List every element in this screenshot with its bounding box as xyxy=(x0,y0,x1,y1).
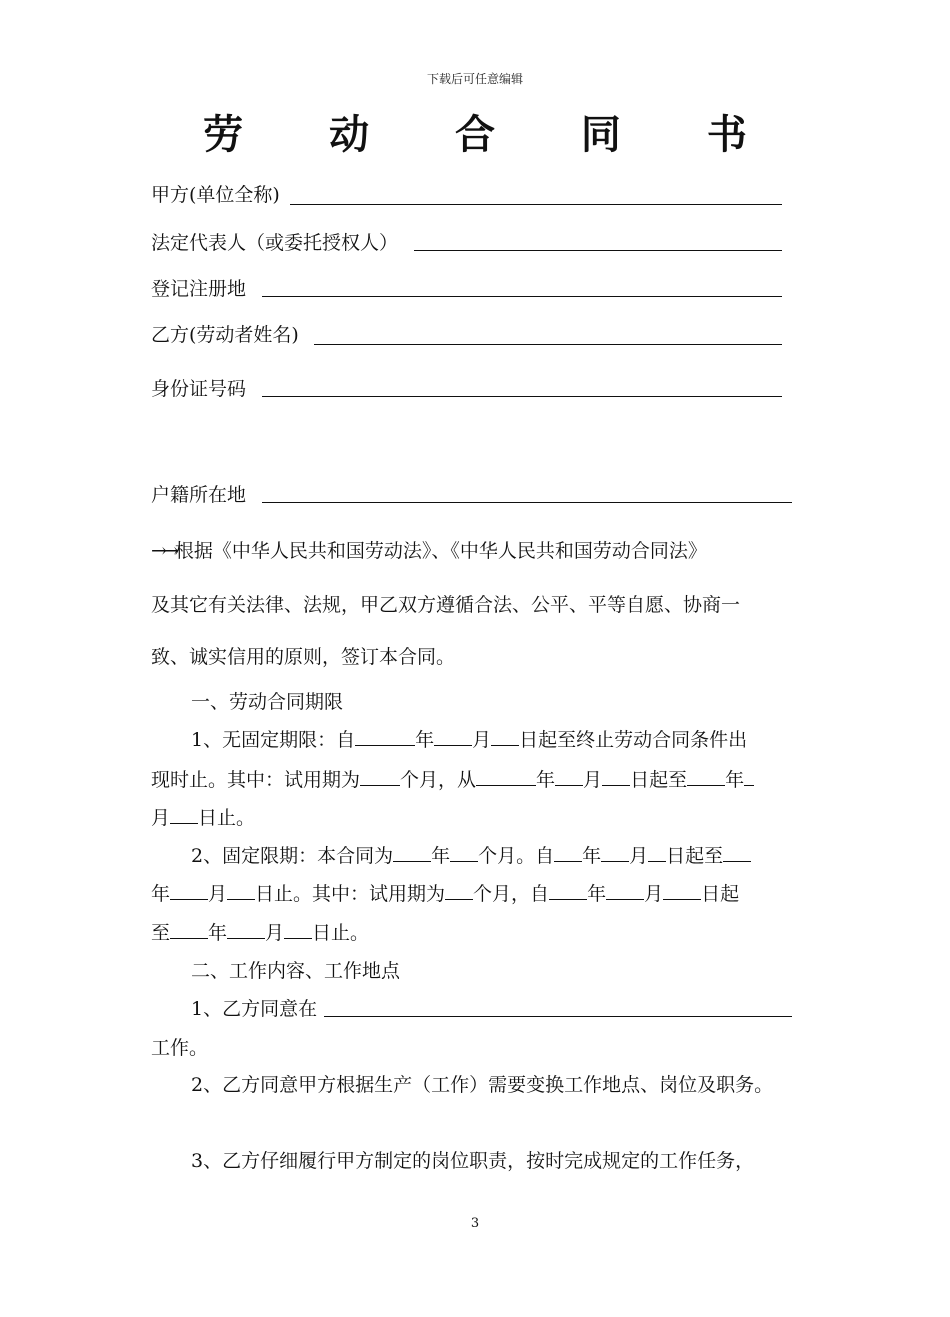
s1-item2-line2: 年 月 日止。其中：试用期为 个月，自 年 月 日起 xyxy=(151,883,740,905)
s1-item1-line2: 现时止。其中：试用期为 个月，从 年 月 日起至 年 xyxy=(151,767,754,793)
blank-day[interactable] xyxy=(648,843,666,862)
blank-day[interactable] xyxy=(602,767,630,786)
field-blank-hukou[interactable] xyxy=(262,502,792,503)
intro-paragraph-line-1 xyxy=(151,538,707,564)
blank-month[interactable] xyxy=(606,881,644,900)
blank-month[interactable] xyxy=(434,727,472,746)
field-label-legal-rep: 法定代表人（或委托授权人） xyxy=(151,232,399,254)
blank-day[interactable] xyxy=(170,805,198,824)
blank-month[interactable] xyxy=(601,843,629,862)
field-blank-work-location[interactable] xyxy=(324,1016,792,1017)
blank-month[interactable] xyxy=(227,920,265,939)
blank-years[interactable] xyxy=(393,843,431,862)
field-blank-reg-address[interactable] xyxy=(262,296,782,297)
blank-day[interactable] xyxy=(284,920,312,939)
field-label-party-a: 甲方(单位全称) xyxy=(151,184,280,206)
blank-day[interactable] xyxy=(663,881,701,900)
s2-item1-line2: 工作。 xyxy=(151,1037,209,1059)
page-header-note: 下载后可任意编辑 xyxy=(426,72,523,86)
blank-day[interactable] xyxy=(491,727,519,746)
document-title: 劳 动 合 同 书 xyxy=(203,112,783,158)
field-blank-party-b[interactable] xyxy=(314,344,782,345)
blank-probation-months[interactable] xyxy=(445,881,473,900)
blank-day[interactable] xyxy=(227,881,255,900)
field-blank-legal-rep[interactable] xyxy=(414,250,782,251)
blank-year[interactable] xyxy=(687,767,725,786)
field-label-id-number: 身份证号码 xyxy=(151,378,247,400)
blank-year[interactable] xyxy=(554,843,582,862)
s1-item2-line1: 2、固定限期：本合同为 年 个月。自 年 月 日起至 xyxy=(191,843,751,869)
field-label-reg-address: 登记注册地 xyxy=(151,278,247,300)
s1-item1-line3: 月 日止。 xyxy=(151,807,256,829)
blank-month[interactable] xyxy=(170,881,208,900)
section-2-heading: 二、工作内容、工作地点 xyxy=(191,960,401,982)
s2-item2: 2、乙方同意甲方根据生产（工作）需要变换工作地点、岗位及职务。 xyxy=(191,1074,774,1096)
s1-item2-line3: 至 年 月 日止。 xyxy=(151,922,370,944)
blank-year[interactable] xyxy=(355,727,415,746)
field-label-party-b: 乙方(劳动者姓名) xyxy=(151,324,299,346)
blank-probation-months[interactable] xyxy=(360,767,400,786)
blank-months[interactable] xyxy=(450,843,478,862)
intro-paragraph-line-3: 致、诚实信用的原则，签订本合同。 xyxy=(151,646,456,668)
arrow-icon: →→ xyxy=(151,540,175,562)
section-1-heading: 一、劳动合同期限 xyxy=(191,691,344,713)
blank-year[interactable] xyxy=(723,843,751,862)
blank-year[interactable] xyxy=(476,767,536,786)
intro-paragraph-line-2: 及其它有关法律、法规，甲乙双方遵循合法、公平、平等自愿、协商一 xyxy=(151,594,741,616)
blank-month[interactable] xyxy=(744,767,754,786)
s2-item1-line1: 1、乙方同意在 xyxy=(191,998,318,1020)
blank-year[interactable] xyxy=(549,881,587,900)
blank-year[interactable] xyxy=(170,920,208,939)
s2-item3: 3、乙方仔细履行甲方制定的岗位职责，按时完成规定的工作任务， xyxy=(191,1150,755,1172)
field-blank-party-a[interactable] xyxy=(290,204,782,205)
field-blank-id-number[interactable] xyxy=(262,396,782,397)
page-number: 3 xyxy=(470,1216,480,1231)
intro-text-1: 根据《中华人民共和国劳动法》、《中华人民共和国劳动合同法》 xyxy=(174,540,707,562)
field-label-hukou: 户籍所在地 xyxy=(151,484,247,506)
blank-month[interactable] xyxy=(555,767,583,786)
s1-item1-line1: 1、无固定期限：自 年 月 日起至终止劳动合同条件出 xyxy=(191,729,748,751)
